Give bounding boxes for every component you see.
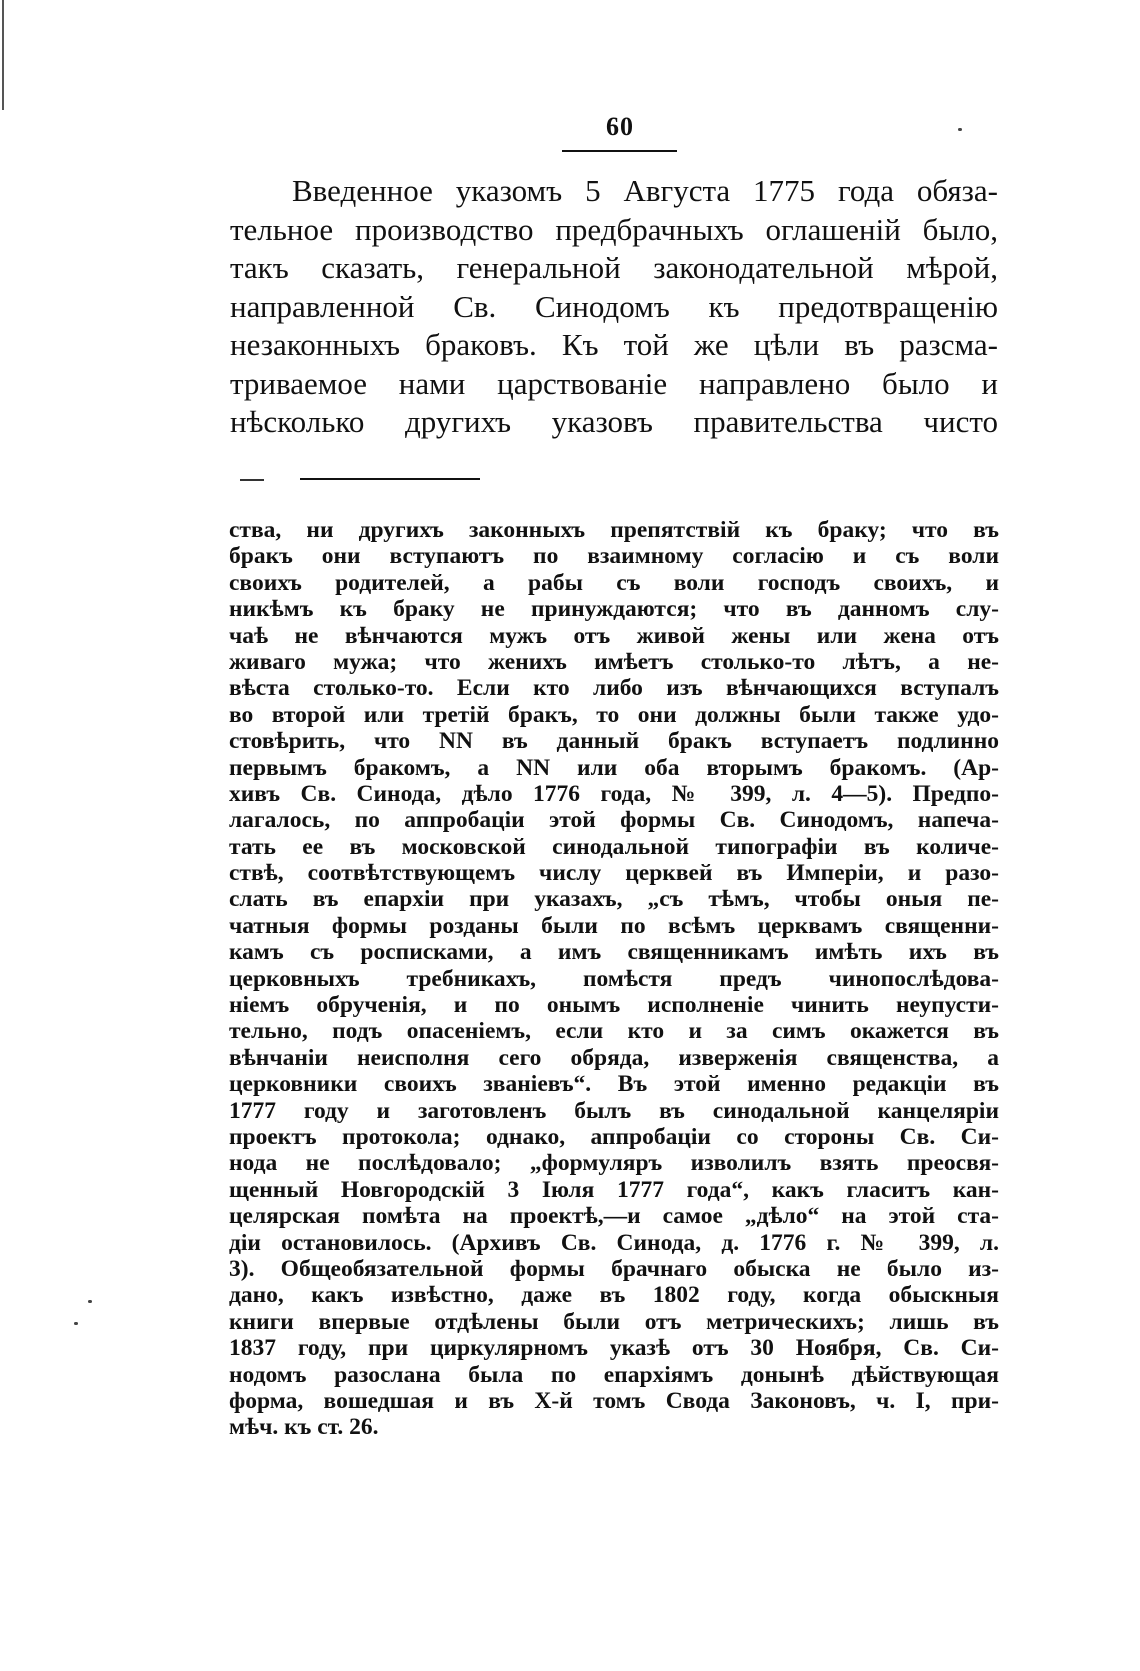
footnote-line: ствѣ, соотвѣтствующемъ числу церквей въ Имперіи, и разо- bbox=[229, 860, 999, 887]
footnote-line: стовѣрить, что NN въ данный бракъ вступаетъ подлинно bbox=[229, 728, 999, 755]
footnote-line: ніемъ обрученія, и по онымъ исполненіе чинить неупусти- bbox=[229, 992, 999, 1019]
footnote-line: камъ съ росписками, а имъ священникамъ имѣть ихъ въ bbox=[229, 939, 999, 966]
footnote-divider bbox=[300, 478, 480, 480]
text-line: такъ сказать, генеральной законодательной мѣрой, bbox=[230, 250, 998, 285]
text-line: направленной Св. Синодомъ къ предотвращенію bbox=[230, 288, 998, 324]
text-line: нѣсколько другихъ указовъ правительства чисто bbox=[230, 404, 998, 439]
footnote-line: церковныхъ требникахъ, помѣстя предъ чинопослѣдова- bbox=[229, 965, 999, 992]
scan-speck bbox=[74, 1322, 78, 1325]
footnote-line: первымъ бракомъ, а NN или оба вторымъ бракомъ. (Ар- bbox=[229, 754, 999, 781]
footnote-line: ства, ни другихъ законныхъ препятствій къ браку; что въ bbox=[229, 517, 999, 543]
footnote-line: слать въ епархіи при указахъ, „съ тѣмъ, чтобы оныя пе- bbox=[229, 886, 999, 913]
text-line: триваемое нами царствованіе направлено было и bbox=[230, 365, 998, 401]
main-text bbox=[230, 172, 998, 442]
footnote-line: хивъ Св. Синода, дѣло 1776 года, № 399, л. 4—5). Предпо- bbox=[229, 780, 999, 807]
footnote-divider-dash bbox=[240, 479, 264, 481]
page-number-rule bbox=[562, 150, 677, 152]
footnote-line: бракъ они вступаютъ по взаимному согласію и съ воли bbox=[229, 543, 999, 570]
page-number: 60 bbox=[606, 112, 634, 141]
footnote-text bbox=[229, 517, 999, 1441]
footnote-line: вѣнчаніи неисполня сего обряда, изверженія священства, а bbox=[229, 1044, 999, 1071]
footnote-line: тать ее въ московской синодальной типографіи въ количе- bbox=[229, 833, 999, 860]
footnote-line: нодомъ разослана была по епархіямъ донынѣ дѣйствующая bbox=[229, 1361, 999, 1388]
footnote-line: во второй или третій бракъ, то они должны были также удо- bbox=[229, 701, 999, 728]
footnote-line: книги впервые отдѣлены были отъ метрическихъ; лишь въ bbox=[229, 1308, 999, 1335]
footnote-line: 1777 году и заготовленъ былъ въ синодальной канцеляріи bbox=[229, 1097, 999, 1124]
text-line: тельное производство предбрачныхъ оглашеній было, bbox=[230, 211, 998, 247]
footnote-line: лагалось, по аппробаціи этой формы Св. Синодомъ, напеча- bbox=[229, 807, 999, 834]
footnote-line: нода не послѣдовало; „формуляръ изволилъ взять преосвя- bbox=[229, 1150, 999, 1177]
footnote-line: никѣмъ къ браку не принуждаются; что въ данномъ слу- bbox=[229, 596, 999, 623]
scan-speck bbox=[88, 1300, 92, 1303]
footnote-line: форма, вошедшая и въ X-й томъ Свода Законовъ, ч. I, при- bbox=[229, 1387, 999, 1414]
footnote-line: вѣста столько-то. Если кто либо изъ вѣнчающихся вступалъ bbox=[229, 675, 999, 702]
footnote-line: церковники своихъ званіевъ“. Въ этой именно редакціи въ bbox=[229, 1071, 999, 1098]
footnote-line: живаго мужа; что женихъ имѣетъ столько-то лѣтъ, а не- bbox=[229, 648, 999, 675]
footnote-line: мѣч. къ ст. 26. bbox=[229, 1414, 379, 1441]
footnote-line: 1837 году, при циркулярномъ указѣ отъ 30 Ноября, Св. Си- bbox=[229, 1335, 999, 1362]
footnote-line: чаѣ не вѣнчаются мужъ отъ живой жены или жена отъ bbox=[229, 622, 999, 649]
scan-edge-mark bbox=[2, 0, 4, 110]
footnote-line: діи остановилось. (Архивъ Св. Синода, д. 1776 г. № 399, л. bbox=[229, 1229, 999, 1256]
footnote-line: тельно, подъ опасеніемъ, если кто и за симъ окажется въ bbox=[229, 1018, 999, 1045]
footnote-line: щенный Новгородскій 3 Іюля 1777 года“, какъ гласитъ кан- bbox=[229, 1176, 999, 1203]
scan-speck bbox=[958, 128, 962, 131]
footnote-line: целярская помѣта на проектѣ,—и самое „дѣло“ на этой ста- bbox=[229, 1203, 999, 1230]
footnote-line: дано, какъ извѣстно, даже въ 1802 году, когда обыскныя bbox=[229, 1282, 999, 1309]
footnote-line: своихъ родителей, а рабы съ воли господъ своихъ, и bbox=[229, 569, 999, 596]
text-line: незаконныхъ браковъ. Къ той же цѣли въ разсма- bbox=[230, 327, 998, 362]
footnote-line: 3). Общеобязательной формы брачнаго обыска не было из- bbox=[229, 1255, 999, 1282]
footnote-line: проектъ протокола; однако, аппробаціи со стороны Св. Си- bbox=[229, 1123, 999, 1150]
footnote-line: чатныя формы розданы были по всѣмъ церквамъ священни- bbox=[229, 912, 999, 939]
text-line: Введенное указомъ 5 Августа 1775 года обяза- bbox=[292, 173, 998, 208]
